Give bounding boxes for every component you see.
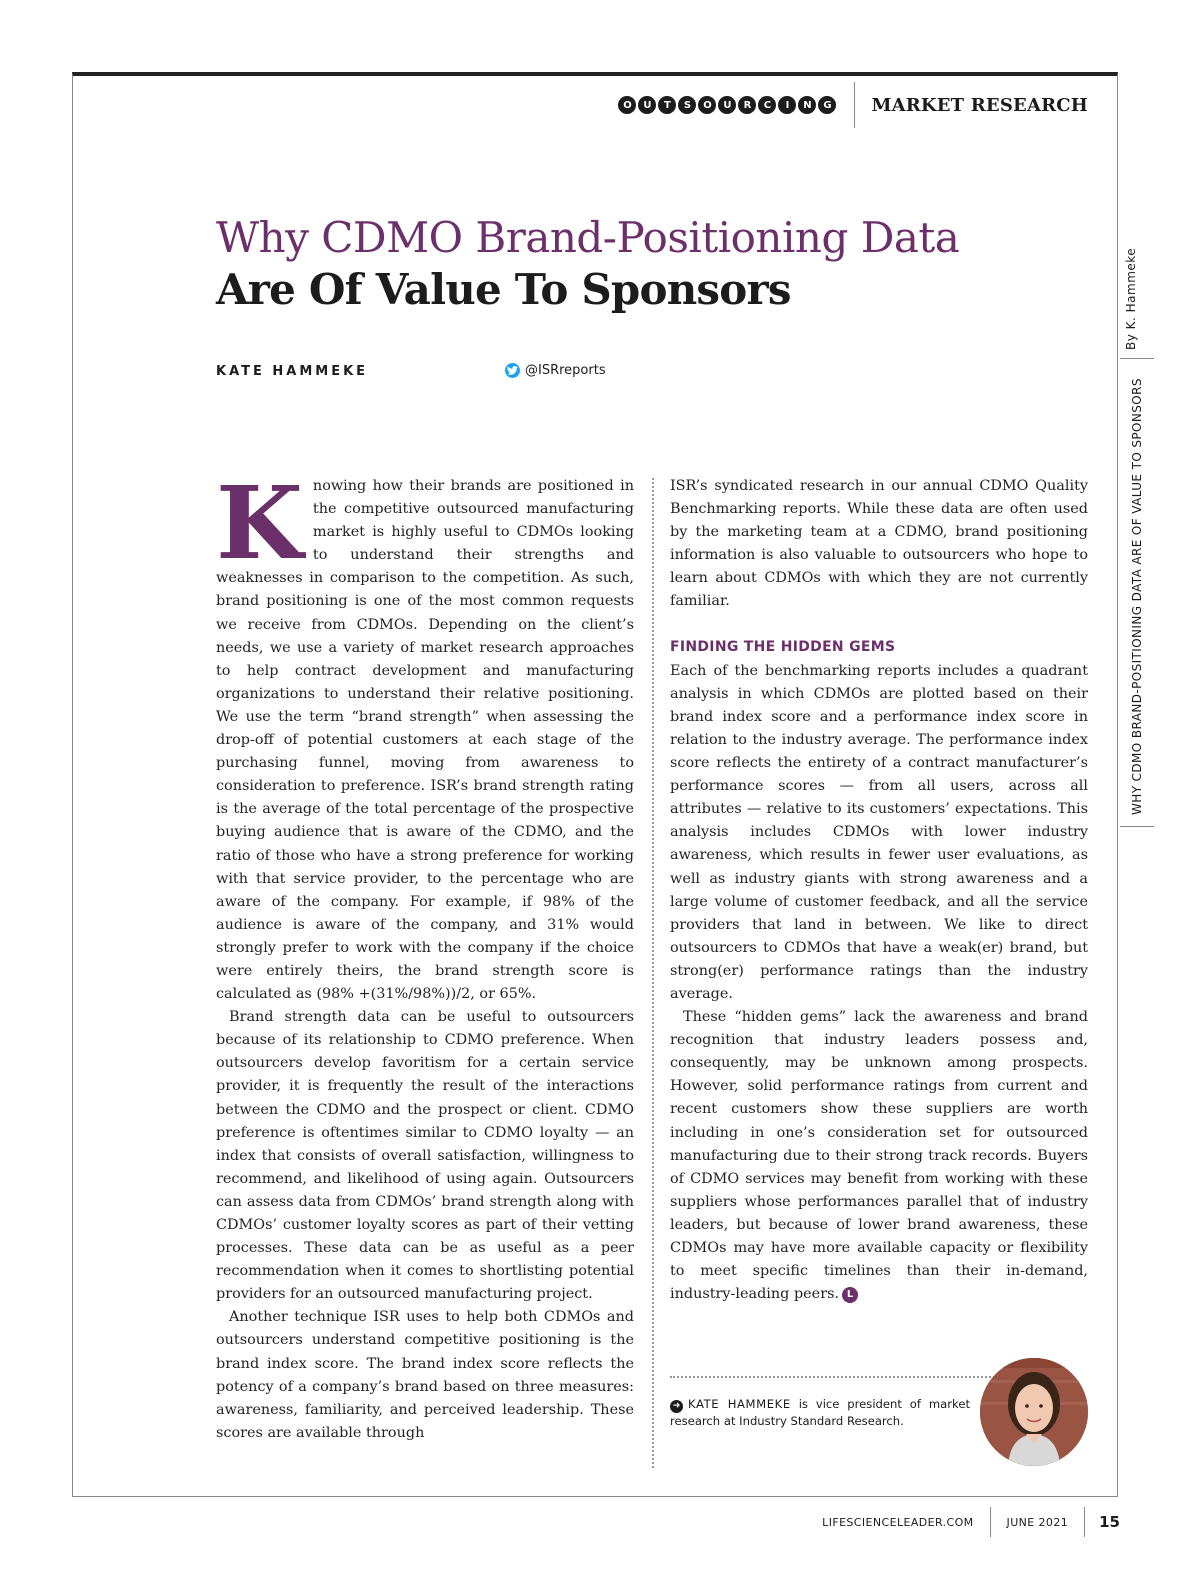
- column-divider: [652, 478, 654, 1468]
- article-column-right: [670, 475, 1088, 1306]
- paragraph: Another technique ISR uses to help both CDMOs and outsourcers understand competitive positioning is the brand index score. The brand index score reflects the potency of a company’s brand based on three measures: awareness, familiarity, and perceived leadership. These scores are available through: [216, 1309, 634, 1441]
- badge-letter: S: [678, 96, 696, 114]
- page-footer: [822, 1500, 1120, 1544]
- badge-letter: N: [798, 96, 816, 114]
- badge-letter: I: [778, 96, 796, 114]
- arrow-right-circle-icon: ➜: [670, 1400, 683, 1413]
- bio-divider: [670, 1376, 1010, 1378]
- bio-author-name: KATE HAMMEKE: [688, 1397, 791, 1411]
- author-byline: KATE HAMMEKE: [216, 364, 369, 379]
- rail-divider: [1120, 358, 1154, 359]
- article-column-left: [216, 464, 634, 1445]
- twitter-handle-text: @ISRreports: [525, 363, 606, 378]
- badge-letter: U: [718, 96, 736, 114]
- paragraph: [216, 464, 634, 1006]
- section-badge-outsourcing: [618, 96, 836, 114]
- title-line-2: Are Of Value To Sponsors: [216, 265, 791, 314]
- author-bio: [670, 1396, 970, 1430]
- badge-letter: O: [698, 96, 716, 114]
- badge-letter: T: [658, 96, 676, 114]
- paragraph-text: These “hidden gems” lack the awareness and brand recognition that industry leaders possess and, consequently, may be unknown among prospects. However, solid performance ratings from current and recent customers show these suppliers are worth including in one’s consideration set for outsourced manufacturing due to their strong track records. Buyers of CDMO services may benefit from working with these suppliers whose performances parallel that of industry leaders, but because of lower brand awareness, these CDMOs may have more available capacity or flexibility to meet specific timelines than their in-demand, industry-leading peers.: [670, 1009, 1088, 1303]
- section-header: [618, 88, 1088, 122]
- rail-byline: By K. Hammeke: [1124, 247, 1138, 350]
- paragraph: [670, 1006, 1088, 1306]
- badge-letter: U: [638, 96, 656, 114]
- paragraph-text: nowing how their brands are positioned in the competitive outsourced manufacturing market is highly useful to CDMOs looking to understand their strengths and weaknesses in comparison to the competition. As such, brand positioning is one of the most common requests we receive from CDMOs. Depending on the client’s needs, we use a variety of market research approaches to help contract development and manufacturing organizations to understand their relative positioning. We use the term “brand strength” when assessing the drop-off of potential customers at each stage of the purchasing funnel, moving from awareness to consideration to preference. ISR’s brand strength rating is the average of the total percentage of the prospective buying audience that is aware of the CDMO, and the ratio of those who have a strong preference for working with that service provider, to the percentage who are aware of the company. For example, if 98% of the audience is aware of the company, and 31% would strongly prefer to work with the company if the choice were entirely theirs, the brand strength score is calculated as (98% +(31%/98%))/2, or 65%.: [216, 478, 634, 1003]
- twitter-handle[interactable]: [505, 363, 606, 378]
- end-of-article-icon: L: [842, 1287, 858, 1303]
- article-title: [216, 212, 1076, 316]
- paragraph: Brand strength data can be useful to outsourcers because of its relationship to CDMO preference. When outsourcers develop favoritism for a certain service provider, it is frequently the result of the interactions between the CDMO and the prospect or client. CDMO preference is oftentimes similar to CDMO loyalty — an index that consists of overall satisfaction, willingness to recommend, and likelihood of using again. Outsourcers can assess data from CDMOs’ brand strength along with CDMOs’ customer loyalty scores as part of their vetting processes. These data can be as useful as a peer recommendation when it comes to shortlisting potential providers for an outsourced manufacturing project.: [216, 1009, 634, 1303]
- drop-cap: K: [216, 464, 303, 582]
- footer-date: JUNE 2021: [1006, 1515, 1069, 1529]
- author-photo: [980, 1358, 1088, 1466]
- subheading: FINDING THE HIDDEN GEMS: [670, 638, 896, 655]
- footer-site[interactable]: LIFESCIENCELEADER.COM: [822, 1515, 974, 1529]
- badge-letter: O: [618, 96, 636, 114]
- page-number: 15: [1099, 1513, 1120, 1531]
- paragraph: Each of the benchmarking reports includes a quadrant analysis in which CDMOs are plotted based on their brand index score and a performance index score in relation to the industry average. The performance index score reflects the entirety of a contract manufacturer’s performance scores — from all users, across all attributes — relative to its customers’ expectations. This analysis includes CDMOs with lower industry awareness, which results in fewer user evaluations, as well as industry giants with strong awareness and a large volume of customer feedback, and all the service providers that land in between. We like to direct outsourcers to CDMOs that have a weak(er) brand, but strong(er) performance ratings than the industry average.: [670, 662, 1088, 1002]
- bio-text: is vice president of market research at Industry Standard Research.: [670, 1397, 971, 1428]
- badge-letter: C: [758, 96, 776, 114]
- badge-letter: R: [738, 96, 756, 114]
- rail-headline: WHY CDMO BRAND-POSITIONING DATA ARE OF VALUE TO SPONSORS: [1130, 378, 1144, 815]
- twitter-bird-icon: [505, 363, 520, 378]
- badge-letter: G: [818, 96, 836, 114]
- section-label: MARKET RESEARCH: [871, 94, 1088, 116]
- rail-divider: [1120, 826, 1154, 827]
- title-line-1: Why CDMO Brand-Positioning Data: [216, 213, 960, 262]
- header-divider: [854, 82, 855, 128]
- paragraph: ISR’s syndicated research in our annual CDMO Quality Benchmarking reports. While these data are often used by the marketing team at a CDMO, brand positioning information is also valuable to outsourcers who hope to learn about CDMOs with which they are not currently familiar.: [670, 478, 1088, 610]
